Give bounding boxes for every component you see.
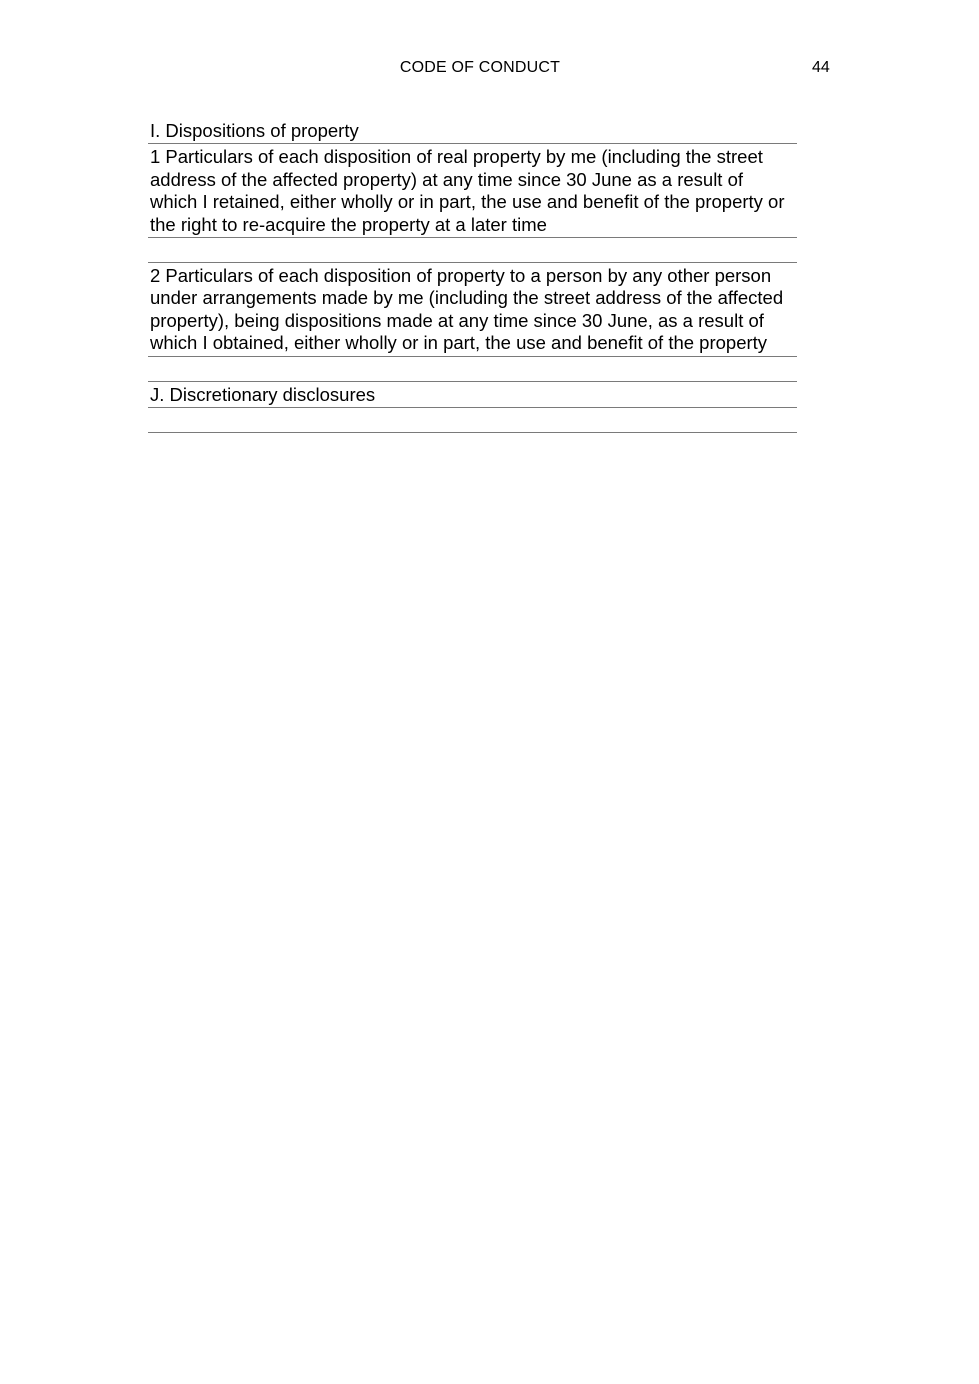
page-header-title: CODE OF CONDUCT (399, 59, 561, 76)
section-i-item-2-answer-field[interactable] (148, 357, 797, 382)
disclosure-form (148, 118, 797, 433)
section-i-item-2: 2 Particulars of each disposition of property to a person by any other person under arrangements made by me (including the street address of the affected property), being dispositions made at any time since 30 June, as a result of which I obtained, either wholly or in part, the use and benefit of the property (148, 263, 797, 357)
section-i-item-1-answer-field[interactable] (148, 238, 797, 263)
page-number: 44 (812, 59, 830, 76)
section-i-item-1: 1 Particulars of each disposition of real property by me (including the street address of the affected property) at any time since 30 June as a result of which I retained, either wholly or in part, the use and benefit of the property or the right to re-acquire the property at a later time (148, 144, 797, 238)
section-i-heading: I. Dispositions of property (148, 118, 797, 144)
section-j-answer-field[interactable] (148, 408, 797, 433)
section-j-heading: J. Discretionary disclosures (148, 382, 797, 408)
